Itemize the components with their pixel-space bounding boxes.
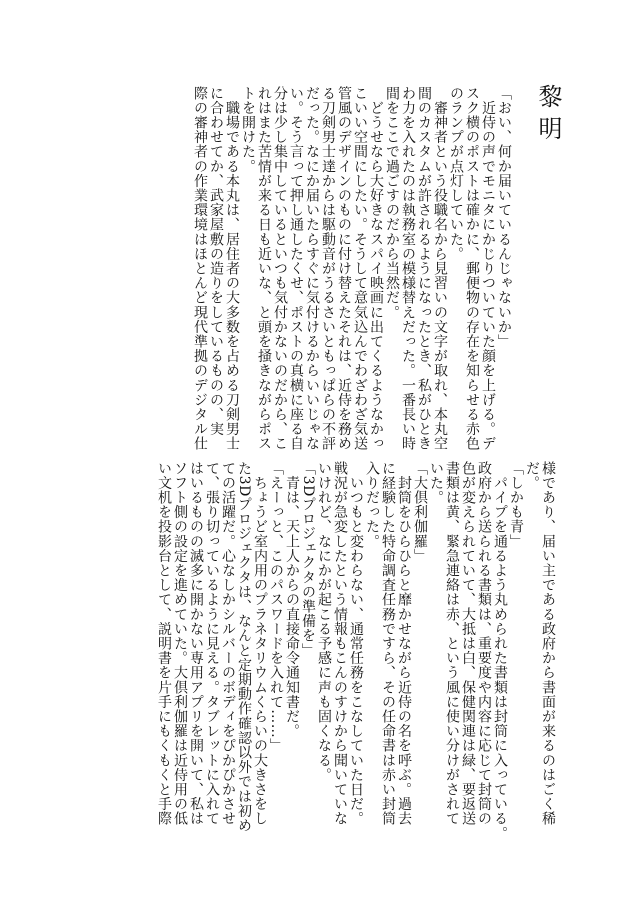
text-line: 書類は黄、緊急連絡は赤、という風に使い分けがされて: [444, 461, 460, 826]
text-line: 「えーっと、このパスワードを入れて……」: [268, 461, 284, 753]
text-line: こいい空間にしたい。そうして意気込んでわざわざ気送: [352, 86, 368, 451]
text-line: わ力を入れたのは執務室の模様替えだった。一番長い時: [400, 86, 416, 451]
text-line: だ。: [524, 461, 540, 491]
text-line: 「大倶利伽羅」: [412, 461, 428, 564]
text-line: 色が変えられていて、大抵は白、保健関連は緑、要返送: [460, 461, 476, 826]
text-line: いた。: [428, 461, 444, 505]
text-line: 「しかも青」: [508, 461, 524, 549]
text-line: 青は、天上人からの直接命令通知書だ。: [284, 461, 300, 739]
text-line: 政府から送られる書類は、重要度や内容に応じて封筒の: [476, 461, 492, 826]
lower-text-block: [96, 461, 556, 839]
text-line: いけれど、なにかが起こる予感に声も固くなる。: [316, 461, 332, 783]
text-line: 「おい、何か届いているんじゃないか」: [496, 86, 512, 349]
text-line: る刀剣男士達からは駆動音がうるさいともっぱらの不評: [320, 86, 336, 451]
text-line: た3Dプロジェクタは、なんと定期動作確認以外では初め: [236, 461, 252, 833]
text-line: トを開けた。: [240, 86, 256, 174]
text-line: 管風のデザインのものに付け替えたそれは、近侍を務め: [336, 86, 352, 451]
text-line: 様であり、届い主である政府から書面が来るのはごく稀: [540, 461, 556, 826]
upper-text-block: [96, 86, 512, 450]
text-line: 分は少し集中しているといつも気付かないのだから、こ: [272, 86, 288, 451]
text-line: いつもと変わらない、通常任務をこなしていた日だ。: [348, 461, 364, 826]
text-line: はいるものの滅多に開かない専用アプリを開いて、私は: [188, 461, 204, 826]
text-line: だった。なにか届いたらすぐに気付けるからいいじゃな: [304, 86, 320, 451]
text-line: ての活躍だ。心なしかシルバーのボディをぴかぴかさせ: [220, 461, 236, 826]
text-line: に合わせてか、武家屋敷の造りをしているものの、実: [208, 86, 224, 437]
text-line: て、張り切っているように見える。タブレットに入れて: [204, 461, 220, 826]
text-line: 審神者という役職名から見習いの文字が取れ、本丸空: [432, 86, 448, 451]
text-line: れはまた苦情が来る日も近いな、と頭を掻きながらポス: [256, 86, 272, 451]
text-line: 入りだった。: [364, 461, 380, 549]
text-line: どうせなら大好きなスパイ映画に出てくるようなかっ: [368, 86, 384, 451]
text-line: に経験した特命調査任務ですら、その任命書は赤い封筒: [380, 461, 396, 826]
text-line: 近侍の声でモニタにかじりついていた顔を上げる。デ: [480, 86, 496, 451]
text-line: 間をここで過ごすのだから当然だ。: [384, 86, 400, 320]
text-line: い。そう言って押し通したくせ、ポストの真横に座る自: [288, 86, 304, 451]
text-line: 際の審神者の作業環境はほとんど現代準拠のデジタル仕: [192, 86, 208, 451]
text-line: ちょうど室内用のプラネタリウムくらいの大きさをし: [252, 461, 268, 826]
text-line: パイプを通るよう丸められた書類は封筒に入っている。: [492, 461, 508, 841]
text-line: い文机を投影台として、説明書を片手にもくもくと手際: [156, 461, 172, 826]
text-line: ソフト側の設定を進めていた。大倶利伽羅は近侍用の低: [172, 461, 188, 826]
text-line: 間のカスタムが許されるようになったとき、私がひとき: [416, 86, 432, 451]
text-line: 職場である本丸は、居住者の大多数を占める刀剣男士: [224, 86, 240, 451]
chapter-title: 黎明: [534, 84, 562, 148]
text-line: 「3Dプロジェクタの準備を」: [300, 461, 316, 658]
text-line: スク横のポストは確かに、郵便物の存在を知らせる赤色: [464, 86, 480, 451]
text-line: 封筒をひらひらと靡かせながら近侍の名を呼ぶ。過去: [396, 461, 412, 826]
text-line: 戦況が急変したという情報もこんのすけから聞いていな: [332, 461, 348, 826]
text-line: のランプが点灯していた。: [448, 86, 464, 262]
